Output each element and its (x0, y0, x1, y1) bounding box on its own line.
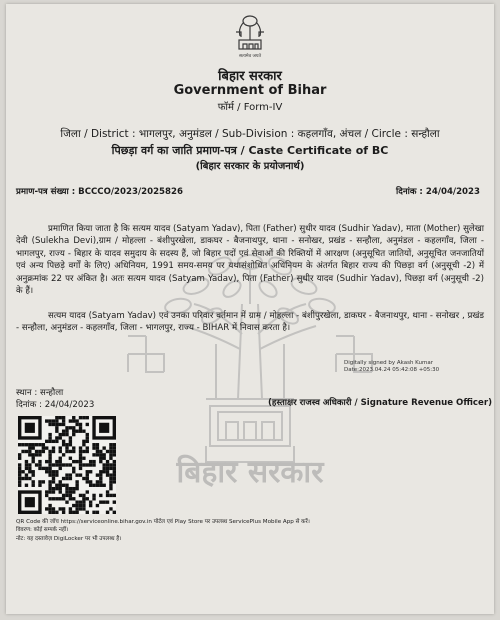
residence-text: सत्यम यादव (Satyam Yadav) एवं उनका परिवार वर्तमान में ग्राम / मोहल्ला - बंशीपुरखेला, डाकघर - बैजनाथपुर, थाना - सनोखर , प्रखंड - सन्हौला, अनुमंडल - कहलगाँव, जिला - भागलपुर, राज्य - BIHAR में निवास करता है। (16, 311, 484, 334)
footer-notes (16, 518, 310, 543)
form-number: फॉर्म / Form-IV (217, 102, 283, 113)
footer-digilocker-note: नोट: यह दस्तावेज़ DigiLocker पर भी उपलब्ध है। (16, 535, 122, 542)
footer-contact-note: विवरण: कोई सम्पर्क नहीं। (16, 527, 69, 534)
place-label: स्थान : (16, 388, 38, 398)
certificate-subtitle: (बिहार सरकार के प्रयोजनार्थ) (195, 161, 305, 172)
qr-code-icon (18, 416, 116, 514)
state-name-english: Government of Bihar (173, 83, 327, 98)
certificate-number-label: प्रमाण-पत्र संख्या : (16, 187, 76, 197)
issue-date (396, 185, 480, 197)
bihar-emblem-icon (230, 12, 270, 60)
digital-signature (344, 360, 439, 374)
residence-paragraph (16, 310, 484, 335)
certificate-number-value: BCCCO/2023/2025826 (78, 187, 183, 197)
certificate-number (16, 185, 183, 197)
place-value: सन्हौला (40, 388, 64, 398)
certificate-title: पिछड़ा वर्ग का जाति प्रमाण-पत्र / Caste Certificate of BC (111, 144, 389, 157)
certificate-page (6, 4, 494, 614)
place-date-value: 24/04/2023 (44, 400, 95, 410)
emblem-motto: सत्यमेव जयते (238, 54, 262, 59)
issue-date-value: 24/04/2023 (425, 187, 480, 197)
digital-signature-signer: Digitally signed by Akash Kumar (344, 360, 433, 366)
certification-text: प्रमाणित किया जाता है कि सत्यम यादव (Satyam Yadav), पिता (Father) सुधीर यादव (Sudhir Yadav), माता (Mother) सुलेखा देवी (Sulekha Devi),ग्राम / मोहल्ला - बंशीपुरखेला, डाकघर - बैजनाथपुर, थाना - सनोखर, प्रखंड - सन्हौला, अनुमंडल - कहलगाँव, जिला - भागलपुर, राज्य - बिहार के यादव समुदाय के सदस्य हैं, जो बिहार पदों एवं सेवाओं की रिक्तियों में आरक्षण (अनुसूचित जातियों, अनुसूचित जनजातियों एवं अन्य पिछड़े वर्गों के लिए) अधिनियम, 1991 समय-समय पर यथासंशोधित अधिनियम के अंतर्गत बिहार राज्य की पिछड़ा वर्ग (अनुसूची -2) में अनुक्रमांक 22 पर अंकित है। अतः सत्यम यादव (Satyam Yadav), पिता (Father) सुधीर यादव (Sudhir Yadav), पिछड़ा वर्ग (अनुसूची -2) के हैं। (16, 224, 484, 297)
state-name-hindi: बिहार सरकार (218, 69, 282, 84)
signature-designation: (हस्ताक्षर राजस्व अधिकारी / Signature Revenue Officer) (268, 398, 493, 408)
digital-signature-date: Date:2023.04.24 05:42:08 +05:30 (344, 367, 440, 373)
footer-qr-note: QR Code की जाँच https://serviceonline.bihar.gov.in पोर्टल एवं Play Store पर उपलब्ध ServicePlus Mobile App से करें। (16, 519, 310, 525)
certification-paragraph (16, 223, 484, 297)
issue-date-label: दिनांक : (396, 187, 423, 197)
place-date-label: दिनांक : (16, 400, 43, 410)
watermark-text: बिहार सरकार (176, 455, 324, 490)
jurisdiction-line: जिला / District : भागलपुर, अनुमंडल / Sub-Division : कहलगाँव, अंचल / Circle : सन्हौला (60, 128, 440, 140)
place-date-block (16, 387, 94, 411)
